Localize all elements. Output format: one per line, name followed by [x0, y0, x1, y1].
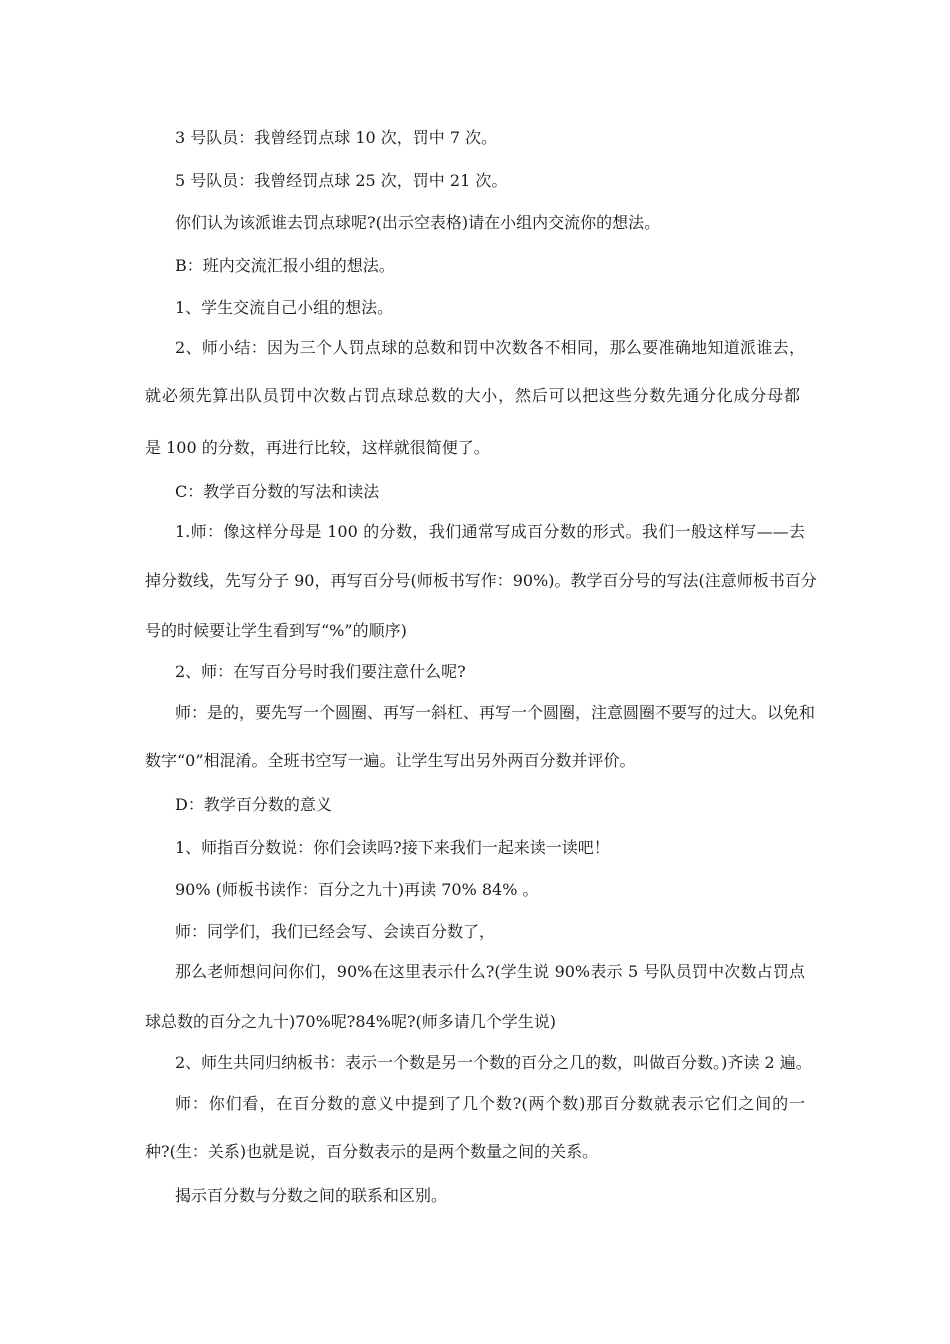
text-line: 3 号队员：我曾经罚点球 10 次，罚中 7 次。: [175, 128, 498, 147]
text-line: 2、师小结：因为三个人罚点球的总数和罚中次数各不相同，那么要准确地知道派谁去，: [175, 338, 805, 357]
text-line: 数字“0”相混淆。全班书空写一遍。让学生写出另外两百分数并评价。: [145, 751, 636, 770]
text-line: 那么老师想问问你们，90%在这里表示什么?(学生说 90%表示 5 号队员罚中次数占罚点: [175, 962, 805, 981]
text-line: 球总数的百分之九十)70%呢?84%呢?(师多请几个学生说): [145, 1012, 557, 1031]
text-line: 号的时候要让学生看到写“%”的顺序): [145, 621, 407, 640]
text-line: 1、师指百分数说：你们会读吗?接下来我们一起来读一读吧！: [175, 838, 610, 857]
text-line: 90% (师板书读作：百分之九十)再读 70% 84% 。: [175, 880, 539, 899]
text-line: 2、师生共同归纳板书：表示一个数是另一个数的百分之几的数，叫做百分数。)齐读 2 遍。: [175, 1053, 812, 1072]
text-line: C：教学百分数的写法和读法: [175, 482, 380, 501]
text-line: 5 号队员：我曾经罚点球 25 次，罚中 21 次。: [175, 171, 508, 190]
text-line: 师：你们看，在百分数的意义中提到了几个数?(两个数)那百分数就表示它们之间的一: [175, 1094, 805, 1113]
text-line: B：班内交流汇报小组的想法。: [175, 256, 395, 275]
text-line: 是 100 的分数，再进行比较，这样就很简便了。: [145, 438, 490, 457]
text-line: D：教学百分数的意义: [175, 795, 332, 814]
text-line: 你们认为该派谁去罚点球呢?(出示空表格)请在小组内交流你的想法。: [175, 213, 661, 232]
text-line: 揭示百分数与分数之间的联系和区别。: [175, 1186, 448, 1205]
text-line: 师：是的，要先写一个圆圈、再写一斜杠、再写一个圆圈，注意圆圈不要写的过大。以免和: [175, 703, 816, 722]
text-line: 师：同学们，我们已经会写、会读百分数了，: [175, 922, 496, 941]
text-line: 就必须先算出队员罚中次数占罚点球总数的大小，然后可以把这些分数先通分化成分母都: [145, 386, 800, 405]
text-line: 掉分数线，先写分子 90，再写百分号(师板书写作：90%)。教学百分号的写法(注意师板书百分: [145, 571, 817, 590]
text-line: 2、师：在写百分号时我们要注意什么呢?: [175, 662, 466, 681]
text-line: 1.师：像这样分母是 100 的分数，我们通常写成百分数的形式。我们一般这样写——去: [175, 522, 805, 541]
text-line: 1、学生交流自己小组的想法。: [175, 298, 394, 317]
text-line: 种?(生：关系)也就是说，百分数表示的是两个数量之间的关系。: [145, 1142, 599, 1161]
